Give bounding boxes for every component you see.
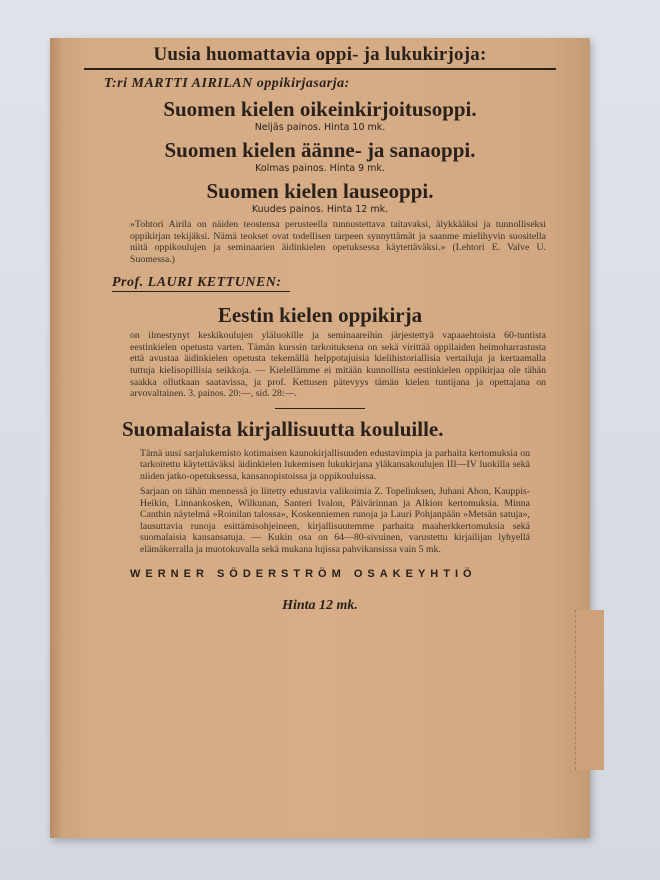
book-title-2: Suomen kielen äänne- ja sanaoppi.: [164, 138, 476, 163]
header-title: Uusia huomattavia oppi- ja lukukirjoja:: [84, 44, 556, 70]
publisher-name: WERNER SÖDERSTRÖM OSAKEYHTIÖ: [130, 567, 477, 580]
book-4-description: on ilmestynyt keskikoulujen yläluokille ja seminaareihin järjestettyä vapaaehtoista 60-tuntista eestinkielen opetusta varten. Tämän kurssin tarkoituksena on sekä virittää oppilaiden heimoharrastusta että avustaa äidinkielen opetusta tekemällä helppotajuisia kielihistoriallisia vertailuja ja kertaamalla tuttuja kielisopillisia seikkoja. — Kielellämme ei mitään kunnollista eestinkielen oppikirjaa ole tähän saakka ollutkaan saatavissa, ja prof. Kettusen pätevyys tämän kielen tuntijana ja opettajana on arvovaltainen. 3. painos. 20:—, sid. 28:—.: [130, 330, 546, 400]
book-title-5: Suomalaista kirjallisuutta kouluille.: [122, 416, 444, 441]
cover-text: [70, 44, 570, 614]
book-title-4: Eestin kielen oppikirja: [217, 303, 423, 328]
book-sub-2: Kolmas painos. Hinta 9 mk.: [255, 163, 385, 175]
book-5-description: Tämä uusi sarjalukemisto kotimaisen kaunokirjallisuuden edustavimpia ja parhaita kertomuksia on tarkoitettu käytettäväksi äidinkielen lukemisen lukukirjana yläkansakoulujen III—IV luokilla sekä niiden jatko-opetuksessa, kansanopistoissa ja oppikouluissa.: [140, 447, 530, 482]
author-kettunen: Prof. LAURI KETTUNEN:: [112, 275, 290, 292]
torn-edge: [575, 610, 604, 770]
book-sub-3: Kuudes painos. Hinta 12 mk.: [251, 204, 389, 216]
price-label: Hinta 12 mk.: [282, 597, 358, 613]
author-airila: T:ri MARTTI AIRILAN oppikirjasarja:: [104, 76, 350, 91]
book-title-1: Suomen kielen oikeinkirjoitusoppi.: [163, 97, 477, 121]
book-spine: [50, 38, 64, 838]
divider-line: [275, 408, 365, 409]
book-title-3: Suomen kielen lauseoppi.: [206, 179, 434, 204]
quote-review: »Tohtori Airila on näiden teostensa perusteella tunnustettava taitavaksi, älykkääksi ja tunnolliseksi oppikirjan tekijäksi. Nämä teokset ovat todellisen tarpeen synnyttämät ja saanme mielihyvin suositella niitä oppikoulujen ja seminaarien äidinkielen opetuksessa käytettäväksi.» (Lehtori E. Valve U. Suomessa.): [130, 219, 546, 265]
book-sub-1: Neljäs painos. Hinta 10 mk.: [254, 122, 386, 134]
book-5-series-description: Sarjaan on tähän mennessä jo liitetty edustavia valikoimia Z. Topeliuksen, Juhani Ahon, Kauppis-Heikin, Linnankosken, Wilkunan, Santeri Ivalon, Päivärinnan ja Alkion kertomuksia. Minna Canthin näytelmä »Roinilan talossa», Koskenniemen runoja ja Lauri Pohjanpään »Metsän satuja», lausuttavia runoja esittämisohjeineen, kirjallisuutemme parhaita maaherkkertomuksia sekä suomalaisia kansansatuja. — Kukin osa on 64—80-sivuinen, varustettu kirjailijan lyhyellä elämäkerralla ja muotokuvalla sekä mukana lujissa pahvikansissa vain 5 mk.: [140, 486, 530, 556]
